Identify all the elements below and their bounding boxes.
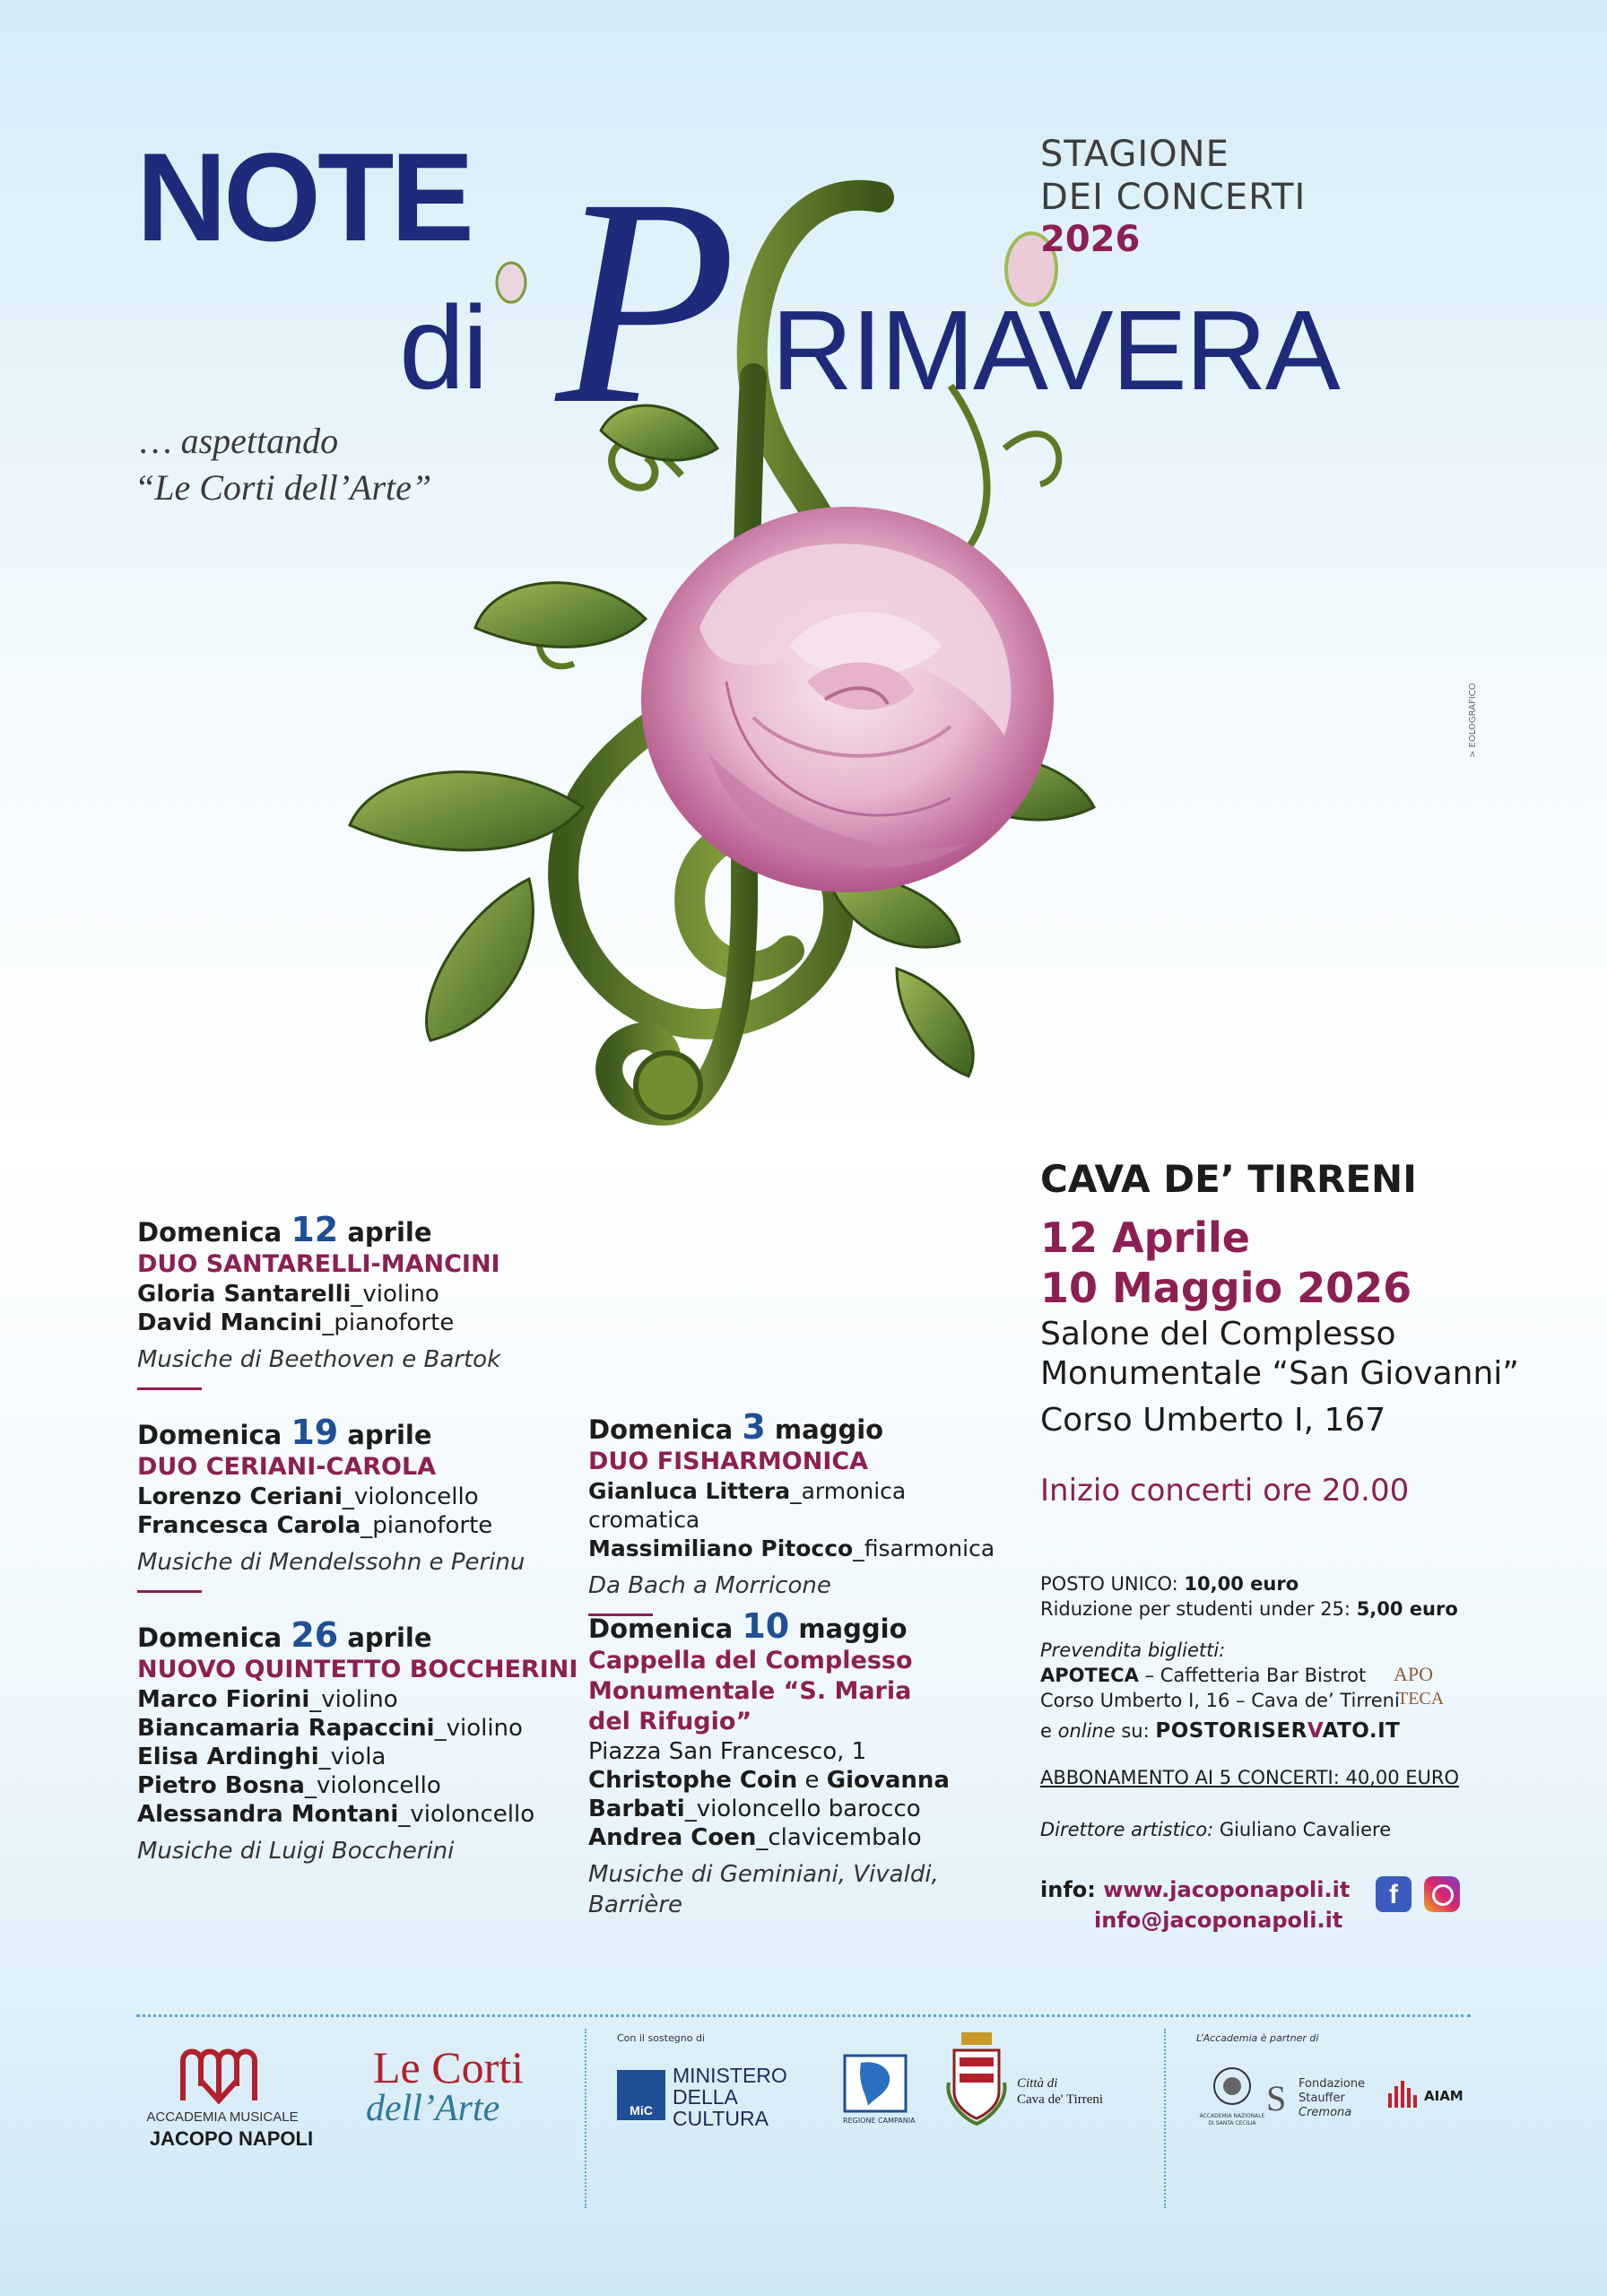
title-di: di [399,282,486,413]
presale-shop: APOTECA – Caffetteria Bar Bistrot [1040,1665,1367,1686]
concert-ensemble: DUO FISHARMONICA [588,1448,869,1475]
aiam-bars-icon [1386,2077,1422,2113]
divider [137,1590,202,1593]
concert-venue-line: Cappella del Complesso [588,1647,913,1674]
date-start: 12 Aprile [1040,1213,1250,1262]
aiam-logo: AIAM [1386,2077,1467,2122]
accademia-logo-icon [178,2041,264,2104]
concert-1 [137,1210,604,1405]
concert-date: Domenica 19 aprile [137,1413,432,1452]
website-link[interactable]: www.jacoponapoli.it [1103,1877,1351,1902]
season-label [1040,133,1306,219]
support-label: Con il sostegno di [617,2032,705,2044]
footer-separator [1164,2029,1166,2208]
designer-credit: > EOLOGRAFICO [1468,683,1478,758]
concert-date: Domenica 10 maggio [588,1606,908,1646]
instagram-icon[interactable] [1424,1876,1460,1912]
ministero-name: MINISTERO DELLA CULTURA [673,2064,787,2130]
subtitle [135,418,431,511]
facebook-icon[interactable]: f [1376,1876,1412,1912]
concert-venue-line: Monumentale “S. Maria [588,1677,912,1705]
online-sale: e online su: POSTORISERVATO.IT [1040,1719,1401,1743]
postoriservato-link[interactable]: POSTORISERVATO.IT [1155,1719,1401,1743]
venue [1040,1315,1519,1440]
concert-ensemble: DUO CERIANI-CAROLA [137,1453,437,1481]
concert-5 [588,1606,965,1920]
regione-campania-logo: REGIONE CAMPANIA [843,2054,908,2129]
venue-line: Salone del Complesso [1040,1316,1396,1352]
performer: Francesca Carola_pianoforte [137,1512,493,1539]
partner-label: L’Accademia è partner di [1196,2032,1319,2044]
concert-venue-line: del Rifugio” [588,1708,752,1735]
performer: Christophe Coin e Giovanna [588,1767,950,1794]
concert-date: Domenica 12 aprile [137,1210,432,1249]
svg-text:APO: APO [1394,1663,1434,1685]
regione-shield-icon [843,2054,908,2113]
concert-2 [137,1415,604,1607]
presale-address: Corso Umberto I, 16 – Cava de’ Tirreni [1040,1690,1400,1711]
stauffer-logo [1266,2077,1374,2122]
concert-ensemble: NUOVO QUINTETTO BOCCHERINI [137,1656,578,1683]
website-row: info: www.jacoponapoli.it [1040,1877,1351,1902]
concert-4 [588,1407,1019,1631]
performer: Gianluca Littera_armonica cromatica [588,1478,907,1533]
concert-program: Musiche di Beethoven e Bartok [137,1346,501,1373]
performer: Massimiliano Pitocco_fisarmonica [588,1535,995,1561]
artistic-director: Direttore artistico: Giuliano Cavaliere [1040,1819,1392,1840]
season-dates [1040,1213,1412,1313]
city: CAVA DE’ TIRRENI [1040,1157,1417,1201]
performer: Elisa Ardinghi_viola [137,1744,387,1770]
apoteca-logo [1388,1657,1451,1715]
venue-line: Monumentale “San Giovanni” [1040,1355,1519,1392]
svg-text:TECA: TECA [1397,1689,1445,1709]
performer: Biancamaria Rapaccini_violino [137,1715,523,1742]
concert-ensemble: DUO SANTARELLI-MANCINI [137,1250,500,1278]
season-year: 2026 [1040,219,1141,260]
title-note: NOTE [136,126,471,267]
santa-cecilia-crest-icon [1196,2065,1268,2109]
divider [137,1387,202,1390]
footer-divider [136,2014,1471,2017]
concert-program: Musiche di Luigi Boccherini [137,1838,455,1865]
cava-name: Città di Cava de' Tirreni [1017,2076,1104,2107]
performer: Marco Fiorini_violino [137,1686,398,1713]
concert-program: Musiche di Mendelssohn e Perinu [137,1549,526,1576]
footer-separator [585,2029,586,2208]
concert-3 [137,1615,604,1866]
email-row [1040,1905,1350,1935]
title-rimavera: RIMAVERA [771,287,1339,413]
performer: Alessandra Montani_violoncello [137,1801,535,1828]
date-end: 10 Maggio 2026 [1040,1264,1412,1312]
stauffer-s-icon: S [1266,2078,1287,2118]
concert-address: Piazza San Francesco, 1 [588,1738,867,1765]
contact-info [1040,1874,1350,1935]
mic-icon: MiC [617,2070,665,2120]
accademia-name-2: JACOPO NAPOLI [149,2127,314,2150]
subscription: ABBONAMENTO AI 5 CONCERTI: 40,00 EURO [1040,1767,1460,1788]
performer: Barbati_violoncello barocco [588,1796,921,1822]
subtitle-corti: “Le Corti dell’Arte” [135,467,432,508]
performer: Pietro Bosna_violoncello [137,1772,441,1799]
concert-program: Musiche di Geminiani, Vivaldi, [588,1861,939,1888]
corti-logo-2: dell’Arte [366,2088,500,2129]
cava-crest-icon [945,2029,1008,2127]
corti-logo-1: Le Corti [373,2042,525,2092]
venue-address: Corso Umberto I, 167 [1040,1402,1386,1439]
concert-program: Da Bach a Morricone [588,1572,831,1599]
santa-cecilia-logo: ACCADEMIA NAZIONALE DI SANTA CECILIA [1196,2065,1268,2136]
title-script-p: P [556,138,737,465]
season-line-2: DEI CONCERTI [1040,177,1307,218]
accademia-name-1: ACCADEMIA MUSICALE [146,2109,299,2125]
stauffer-name: Fondazione Stauffer Cremona [1299,2077,1366,2119]
season-line-1: STAGIONE [1040,134,1229,175]
ticket-prices [1040,1571,1458,1622]
performer: David Mancini_pianoforte [137,1309,455,1336]
cava-logo [945,2029,1142,2136]
concert-date: Domenica 26 aprile [137,1615,432,1655]
price-single: POSTO UNICO: 10,00 euro [1040,1573,1299,1595]
subtitle-aspettando: … aspettando [140,421,339,461]
performer: Gloria Santarelli_violino [137,1281,439,1308]
price-reduced: Riduzione per studenti under 25: 5,00 euro [1040,1598,1458,1620]
email-link[interactable]: info@jacoponapoli.it [1094,1908,1343,1933]
start-time: Inizio concerti ore 20.00 [1040,1473,1410,1509]
performer: Lorenzo Ceriani_violoncello [137,1483,479,1510]
presale [1040,1638,1400,1744]
concert-program: Barrière [588,1892,683,1918]
ministero-logo [617,2064,805,2130]
performer: Andrea Coen_clavicembalo [588,1824,922,1851]
presale-label: Prevendita biglietti: [1040,1639,1226,1661]
concert-date: Domenica 3 maggio [588,1407,884,1447]
